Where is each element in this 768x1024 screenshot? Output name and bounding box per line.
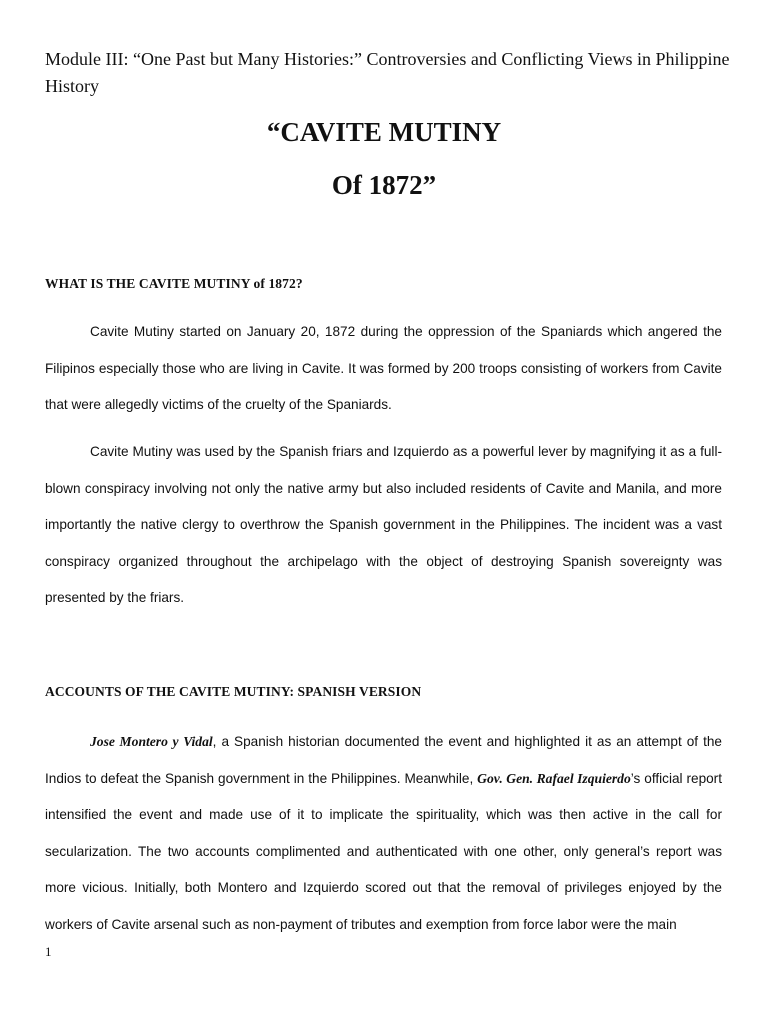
name-montero: Jose Montero y Vidal [90, 734, 213, 749]
section-heading-spanish-version: ACCOUNTS OF THE CAVITE MUTINY: SPANISH VERSION [45, 684, 422, 699]
paragraph-text-part-2: ’s official report intensified the event and made use of it to implicate the spirituality, which was then active in the call for secularization. The two accounts complimented and authenticated with one other, only general’s report was more vicious. Initially, both Montero and Izquierdo scored out that the removal of privileges enjoyed by the workers of Cavite arsenal such as non-payment of tributes and exemption from force labor were the main [45, 770, 722, 932]
paragraph-conspiracy: Cavite Mutiny was used by the Spanish friars and Izquierdo as a powerful lever by magnifying it as a full-blown conspiracy involving not only the native army but also included residents of Cavite and Manila, and more importantly the native clergy to overthrow the Spanish government in the Philippines. The incident was a vast conspiracy organized throughout the archipelago with the object of destroying Spanish sovereignty was presented by the friars. [45, 444, 722, 605]
module-heading: Module III: “One Past but Many Histories:” Controversies and Conflicting Views in Philippine History [45, 49, 730, 96]
paragraph-spanish-accounts [45, 724, 722, 943]
name-izquierdo: Gov. Gen. Rafael Izquierdo [477, 770, 631, 786]
page-number: 1 [45, 944, 52, 959]
paragraph-intro: Cavite Mutiny started on January 20, 1872 during the oppression of the Spaniards which angered the Filipinos especially those who are living in Cavite. It was formed by 200 troops consisting of workers from Cavite that were allegedly victims of the cruelty of the Spaniards. [45, 324, 722, 412]
document-title-line-2: Of 1872” [331, 170, 437, 200]
section-heading-what-is: WHAT IS THE CAVITE MUTINY of 1872? [45, 276, 303, 291]
paragraph-text-part-1: , a Spanish historian documented the event and highlighted it as an attempt of the Indios to defeat the Spanish government in the Philippines. Meanwhile, [45, 734, 722, 786]
document-title-line-1: “CAVITE MUTINY [266, 117, 502, 147]
